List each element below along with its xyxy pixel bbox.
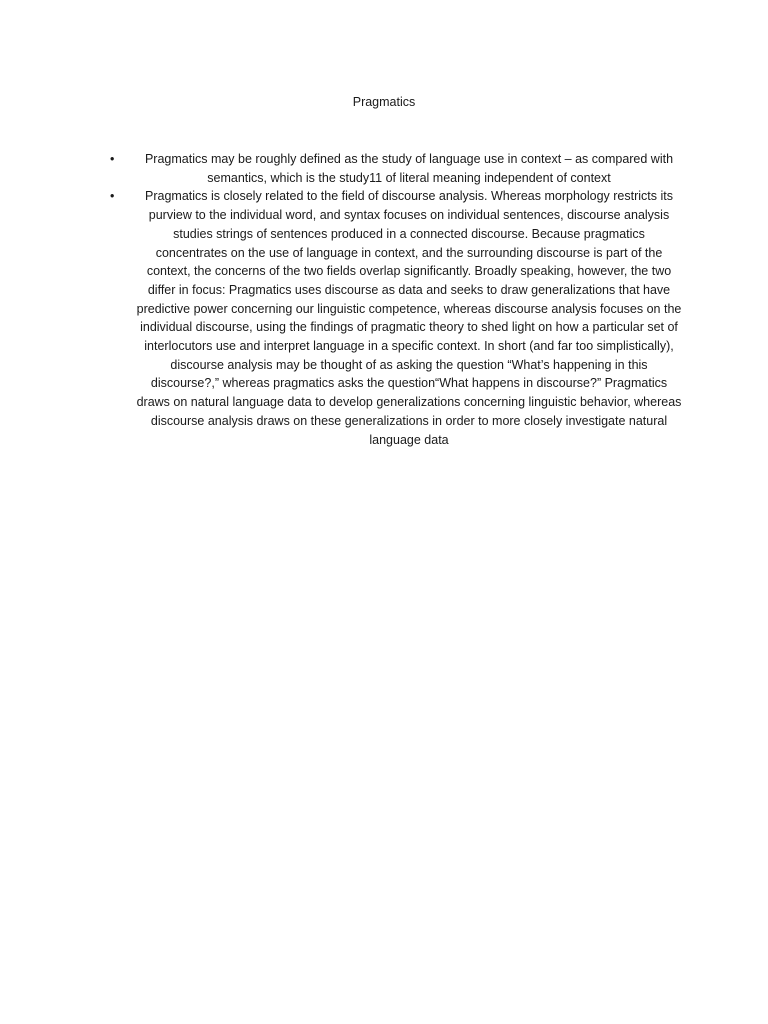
bullet-list [110,150,682,449]
list-item [110,187,682,449]
document-title: Pragmatics [352,95,416,109]
bullet-text: Pragmatics may be roughly defined as the study of language use in context – as compared with semantics, which is the study11 of literal meaning independent of context [144,152,674,185]
list-item [110,150,682,187]
bullet-marker: • [110,189,115,204]
bullet-text: Pragmatics is closely related to the field of discourse analysis. Whereas morphology restricts its purview to the individual word, and syntax focuses on individual sentences, discourse analysis studies strings of sentences produced in a connected discourse. Because pragmatics concentrates on the use of language in context, and the surrounding discourse is part of the context, the concerns of the two fields overlap significantly. Broadly speaking, however, the two differ in focus: Pragmatics uses discourse as data and seeks to draw generalizations that have predictive power concerning our linguistic competence, whereas discourse analysis focuses on the individual discourse, using the findings of pragmatic theory to shed light on how a particular set of interlocutors use and interpret language in a specific context. In short (and far too simplistically), discourse analysis may be thought of as asking the question “What’s happening in this discourse?,” whereas pragmatics asks the question“What happens in discourse?” Pragmatics draws on natural language data to develop generalizations concerning linguistic behavior, whereas discourse analysis draws on these generalizations in order to more closely investigate natural language data [136,189,682,447]
bullet-marker: • [110,152,115,166]
